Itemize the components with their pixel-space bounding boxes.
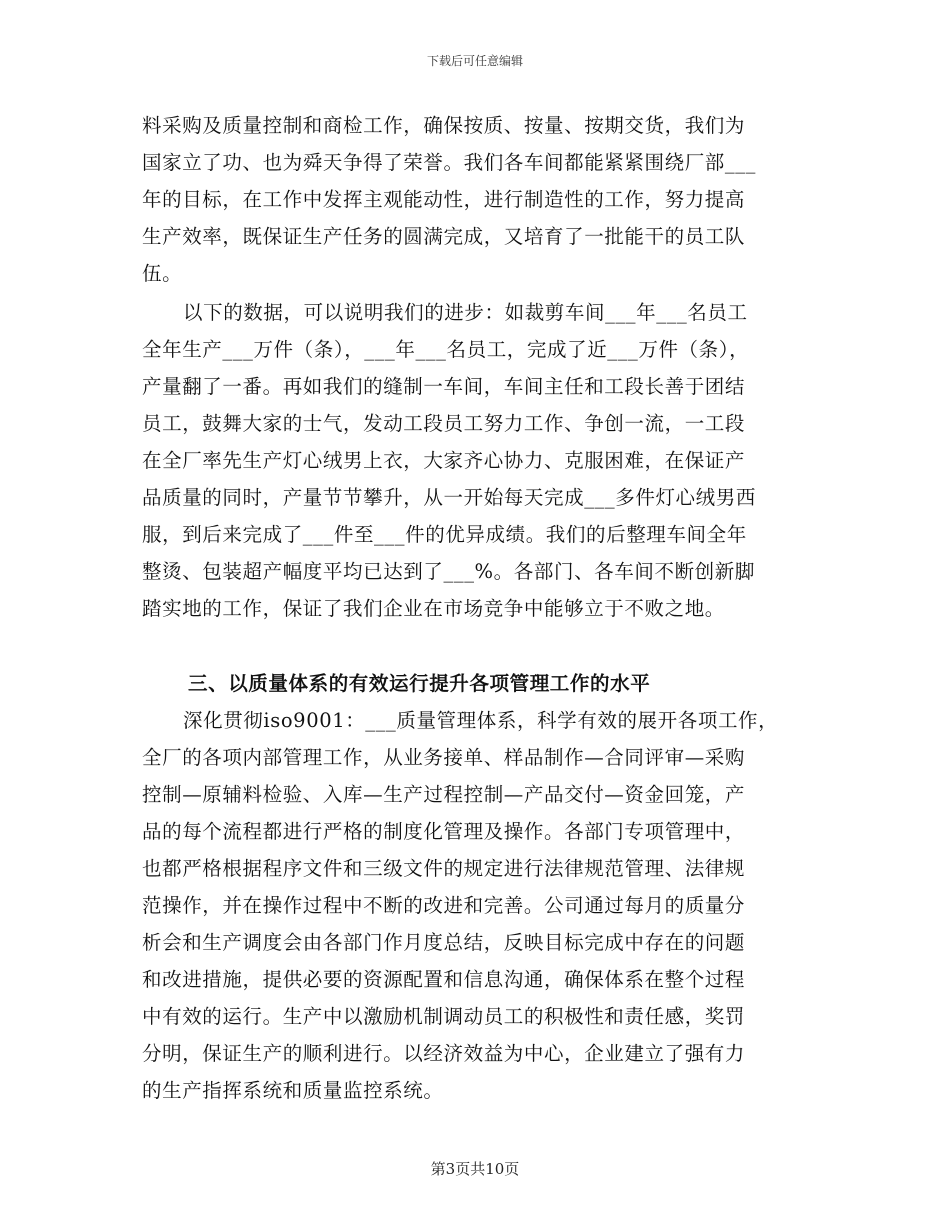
body-text-line: 全厂的各项内部管理工作，从业务接单、样品制作—合同评审—采购: [142, 746, 746, 769]
body-text-line: 踏实地的工作，保证了我们企业在市场竞争中能够立于不败之地。: [142, 597, 725, 620]
body-text-line: 生产效率，既保证生产任务的圆满完成，又培育了一批能干的员工队: [142, 225, 746, 248]
page-header: 下载后可任意编辑: [426, 54, 523, 68]
page-number-footer: 第3页共10页: [430, 1160, 520, 1178]
body-text-line: 在全厂率先生产灯心绒男上衣，大家齐心协力、克服困难，在保证产: [142, 449, 746, 472]
body-text-line: 的生产指挥系统和质量监控系统。: [142, 1079, 444, 1102]
body-text-line: 员工，鼓舞大家的士气，发动工段员工努力工作、争创一流，一工段: [142, 412, 746, 435]
body-text-line: 控制—原辅料检验、入库—生产过程控制—产品交付—资金回笼，产: [142, 783, 746, 806]
body-text-line: 以下的数据，可以说明我们的进步：如裁剪车间___年___名员工: [183, 301, 748, 324]
body-text-line: 服，到后来完成了___件至___件的优异成绩。我们的后整理车间全年: [142, 523, 747, 546]
body-text-line: 年的目标，在工作中发挥主观能动性，进行制造性的工作，努力提高: [142, 188, 746, 211]
body-text-line: 中有效的运行。生产中以激励机制调动员工的积极性和责任感，奖罚: [142, 1005, 746, 1028]
body-text-line: 产量翻了一番。再如我们的缝制一车间，车间主任和工段长善于团结: [142, 375, 746, 398]
section-heading: 三、以质量体系的有效运行提升各项管理工作的水平: [188, 672, 651, 695]
body-text-line: 料采购及质量控制和商检工作，确保按质、按量、按期交货，我们为: [142, 114, 746, 137]
body-text-line: 品的每个流程都进行严格的制度化管理及操作。各部门专项管理中，: [142, 820, 746, 843]
body-text-line: 深化贯彻iso9001：___质量管理体系，科学有效的展开各项工作，: [183, 709, 779, 732]
body-text-line: 国家立了功、也为舜天争得了荣誉。我们各车间都能紧紧围绕厂部___: [142, 151, 756, 174]
body-text-line: 分明，保证生产的顺利进行。以经济效益为中心，企业建立了强有力: [142, 1042, 746, 1065]
body-text-line: 伍。: [142, 262, 183, 285]
body-text-line: 全年生产___万件（条），___年___名员工，完成了近___万件（条），: [142, 338, 750, 361]
body-text-line: 整烫、包装超产幅度平均已达到了___%。各部门、各车间不断创新脚: [142, 560, 755, 583]
body-text-line: 析会和生产调度会由各部门作月度总结，反映目标完成中存在的问题: [142, 931, 746, 954]
body-text-line: 范操作，并在操作过程中不断的改进和完善。公司通过每月的质量分: [142, 894, 746, 917]
body-text-line: 和改进措施，提供必要的资源配置和信息沟通，确保体系在整个过程: [142, 968, 746, 991]
body-text-line: 品质量的同时，产量节节攀升，从一开始每天完成___多件灯心绒男西: [142, 486, 756, 509]
body-text-line: 也都严格根据程序文件和三级文件的规定进行法律规范管理、法律规: [142, 857, 746, 880]
